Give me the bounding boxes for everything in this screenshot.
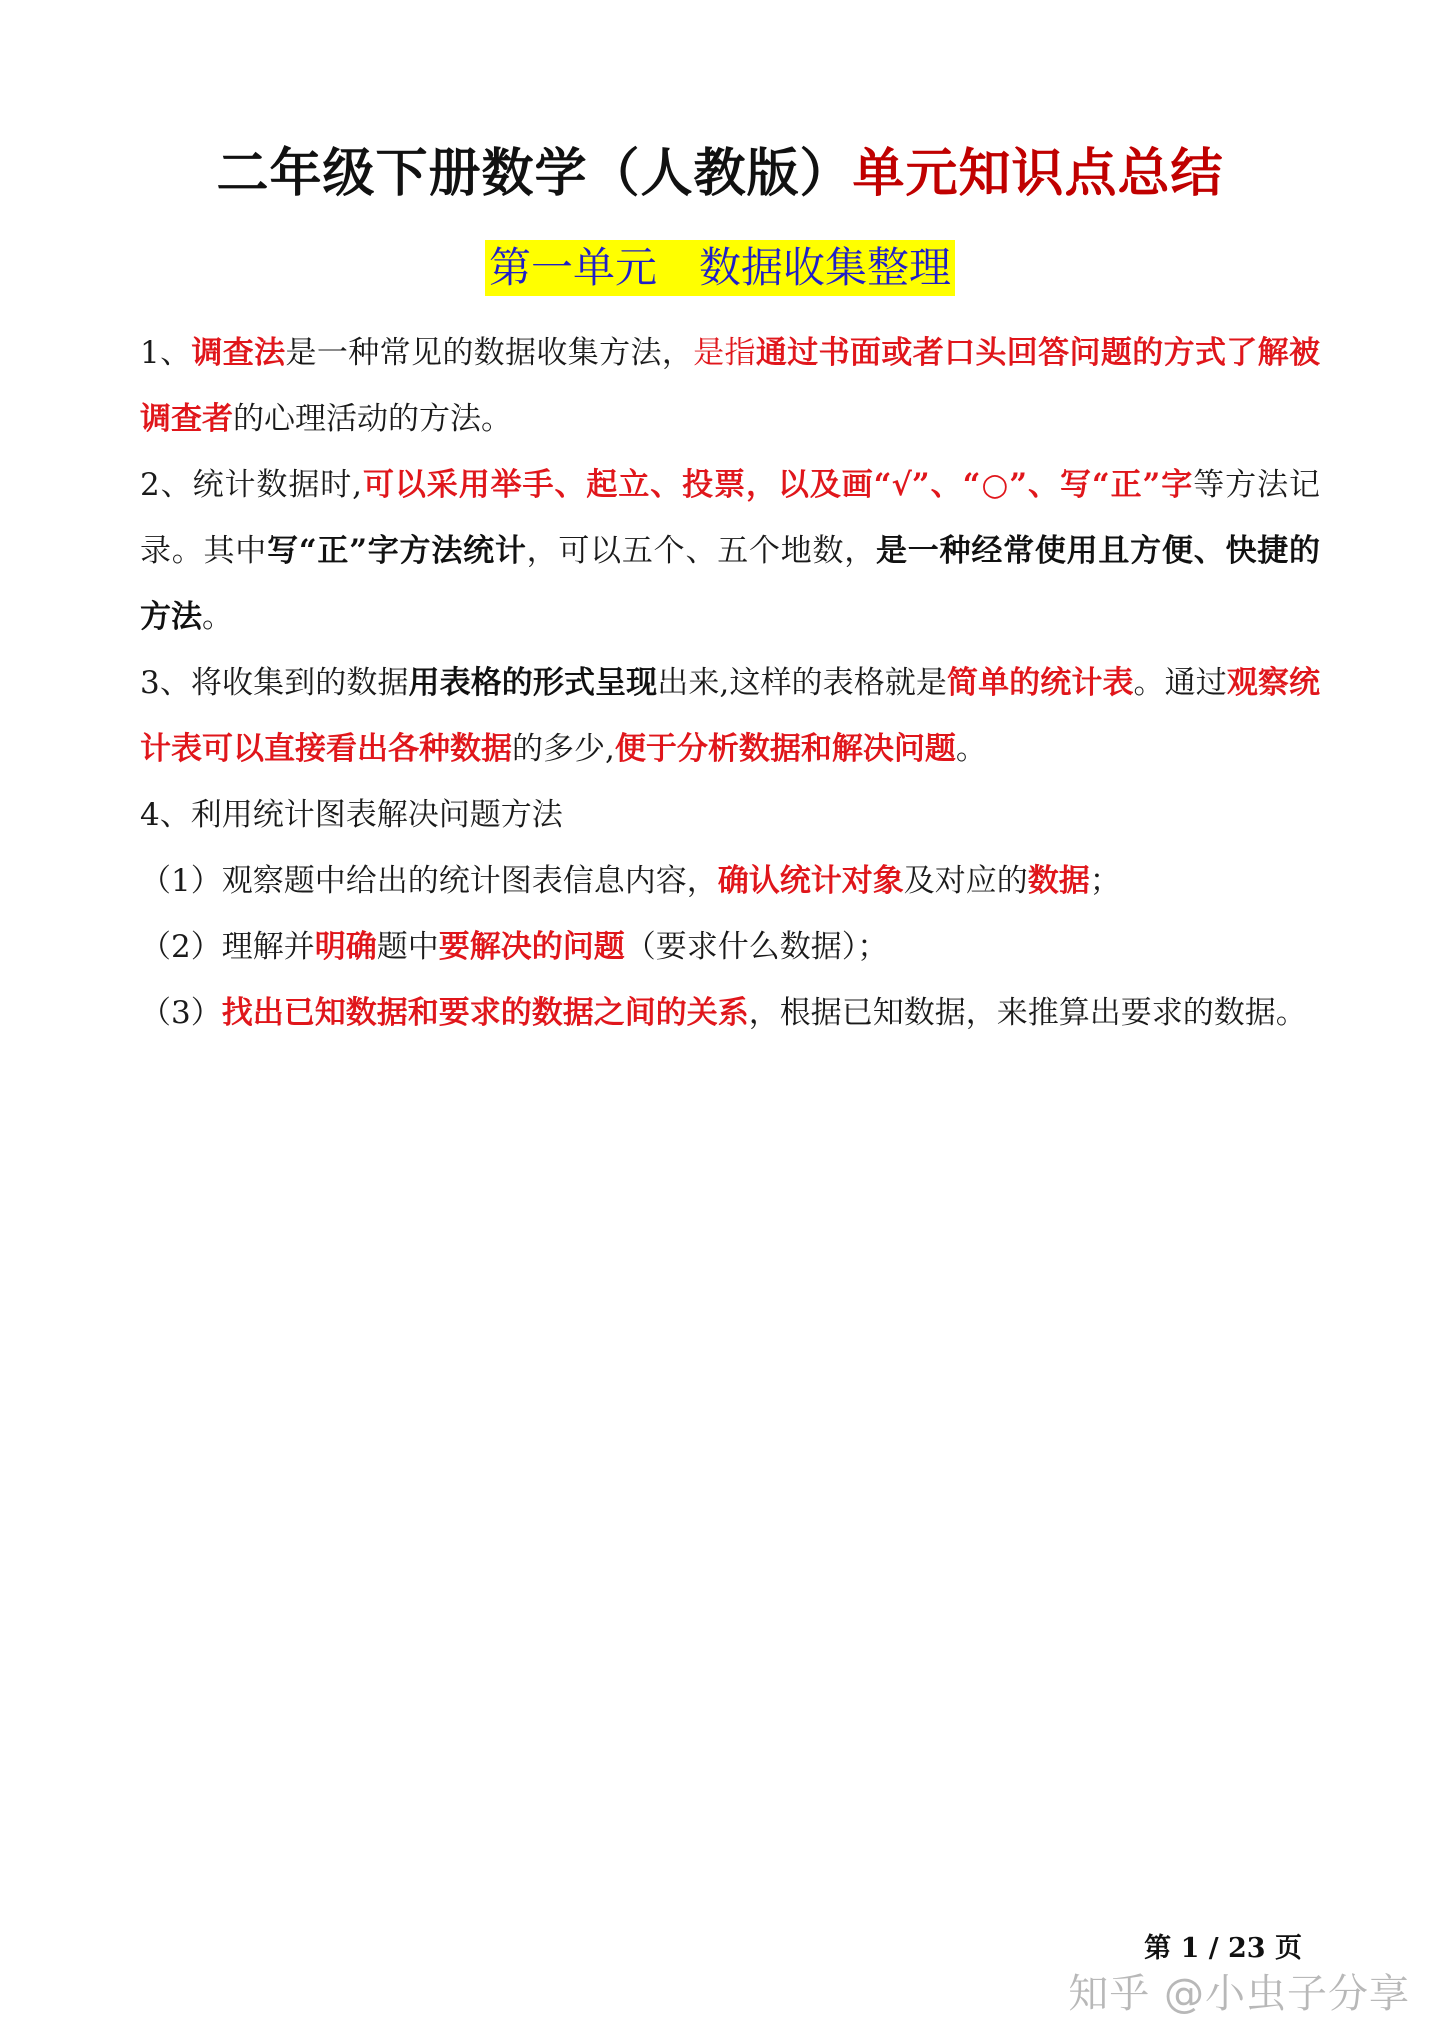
document-title bbox=[0, 142, 1440, 206]
p2-zheng-method: 写“正”字方法统计 bbox=[267, 533, 527, 569]
title-part-summary: 单元知识点总结 bbox=[852, 144, 1224, 204]
paragraph-2 bbox=[140, 452, 1320, 650]
p3-table-form: 用表格的形式呈现 bbox=[408, 665, 658, 701]
p4s1-confirm: 确认统计对象 bbox=[717, 863, 904, 899]
p1-text-a: 是一种常见的数据收集方法， bbox=[285, 335, 694, 371]
p4s1-text-a: （1）观察题中给出的统计图表信息内容， bbox=[140, 863, 718, 899]
p1-term: 调查法 bbox=[191, 335, 286, 371]
p4s1-text-c: ； bbox=[1089, 863, 1121, 899]
document-body bbox=[140, 320, 1320, 1046]
paragraph-4-sub-3 bbox=[140, 980, 1320, 1046]
p3-observe: 观察统计表可以直接看出各种数据 bbox=[140, 665, 1321, 767]
unit-heading-container bbox=[0, 240, 1440, 296]
p3-text-d: 的多少, bbox=[512, 731, 615, 767]
p4s2-text-b: 题中 bbox=[376, 929, 439, 965]
p1-text-b: 是指 bbox=[693, 335, 756, 371]
p1-text-c: 的心理活动的方法。 bbox=[233, 401, 512, 437]
paragraph-4-sub-2 bbox=[140, 914, 1320, 980]
p4s3-text-a: （3） bbox=[140, 995, 222, 1031]
unit-heading: 第一单元 数据收集整理 bbox=[485, 240, 955, 296]
p2-text-d: 。 bbox=[202, 599, 233, 635]
p2-convenient: 是一种经常使用且方便、快捷的方法 bbox=[140, 533, 1320, 635]
p4s2-text-c: （要求什么数据）； bbox=[624, 929, 889, 965]
title-part-grade: 二年级下册数学（人教版） bbox=[216, 144, 853, 204]
p2-text-a: 2、统计数据时, bbox=[140, 467, 363, 503]
paragraph-1 bbox=[140, 320, 1320, 452]
p4s2-problem: 要解决的问题 bbox=[438, 929, 625, 965]
p4s2-clarify: 明确 bbox=[314, 929, 377, 965]
p3-text-e: 。 bbox=[955, 731, 987, 767]
paragraph-4-sub-1 bbox=[140, 848, 1320, 914]
p3-text-c: 。通过 bbox=[1133, 665, 1227, 701]
p4s1-data: 数据 bbox=[1027, 863, 1090, 899]
p2-text-b: 等方法记录。其中 bbox=[140, 467, 1320, 569]
p3-text-a: 3、将收集到的数据 bbox=[140, 665, 409, 701]
p4s3-text-b: ，根据已知数据，来推算出要求的数据。 bbox=[748, 995, 1307, 1031]
paragraph-4-heading: 4、利用统计图表解决问题方法 bbox=[140, 797, 563, 833]
p4s2-text-a: （2）理解并 bbox=[140, 929, 315, 965]
p2-methods: 可以采用举手、起立、投票，以及画“√”、“○”、写“正”字 bbox=[362, 467, 1194, 503]
p2-text-c: ，可以五个、五个地数， bbox=[526, 533, 877, 569]
p3-simple-table: 简单的统计表 bbox=[947, 665, 1134, 701]
p4s1-text-b: 及对应的 bbox=[903, 863, 1028, 899]
p3-text-b: 出来,这样的表格就是 bbox=[657, 665, 947, 701]
page-number: 第 1 / 23 页 bbox=[1144, 1933, 1302, 1964]
p1-definition: 通过书面或者口头回答问题的方式了解被调查者 bbox=[140, 335, 1321, 437]
p3-analyze: 便于分析数据和解决问题 bbox=[614, 731, 956, 767]
p1-number: 1、 bbox=[140, 335, 192, 371]
watermark: 知乎 @小虫子分享 bbox=[1068, 1971, 1410, 2017]
paragraph-3 bbox=[140, 650, 1320, 782]
p4s3-relation: 找出已知数据和要求的数据之间的关系 bbox=[221, 995, 749, 1031]
